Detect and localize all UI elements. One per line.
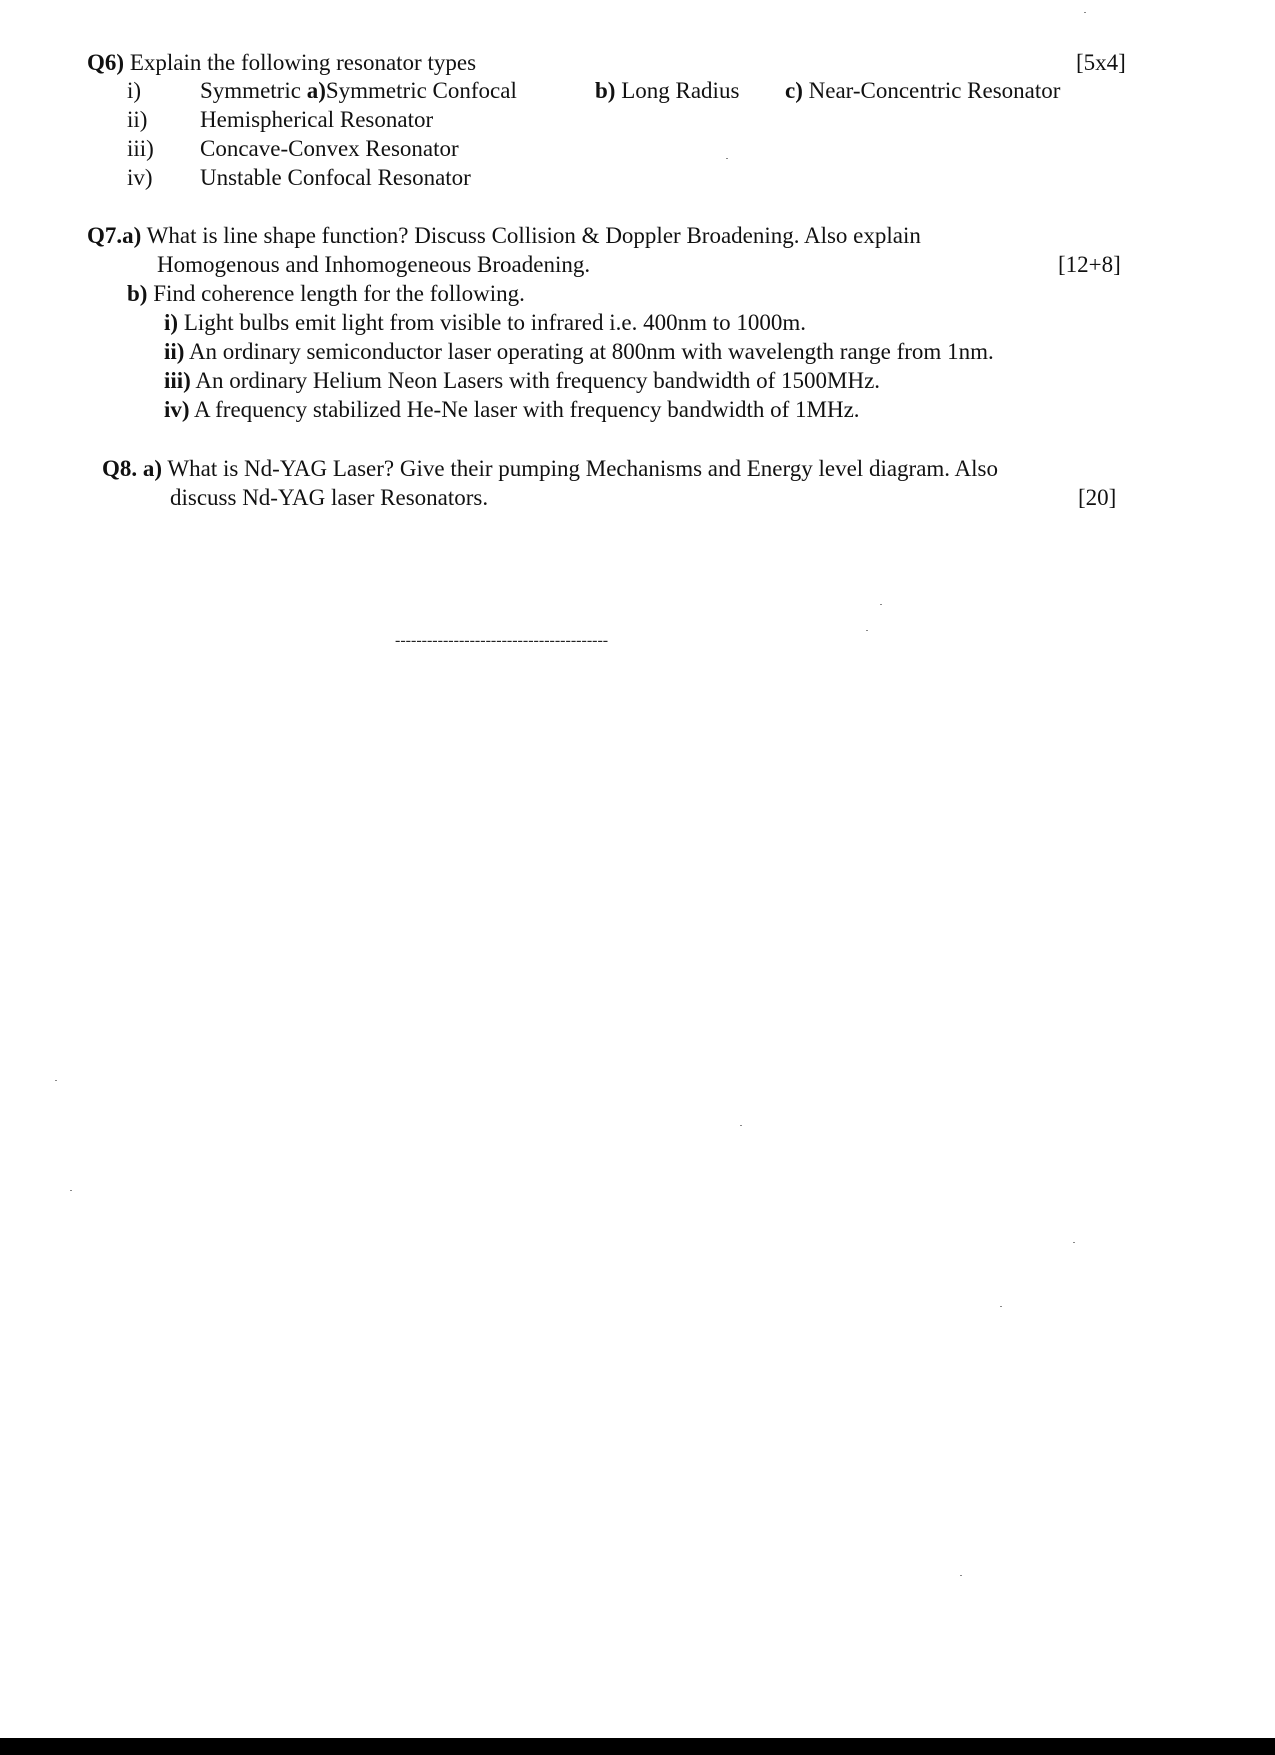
q6-text: Explain the following resonator types (129, 50, 477, 75)
q6-item-1-subb-label: b) (595, 78, 616, 103)
scan-speck (70, 1190, 72, 1191)
q7b-item-4-text: A frequency stabilized He-Ne laser with frequency bandwidth of 1MHz. (194, 397, 860, 422)
q7b-text: Find coherence length for the following. (153, 281, 525, 306)
q7b-item-2-num: ii) (164, 339, 185, 364)
scan-bottom-border (0, 1738, 1275, 1755)
q7a-line-1 (87, 222, 921, 250)
q6-item-2-num: ii) (127, 107, 148, 132)
q7b-item-4-num: iv) (164, 397, 190, 422)
q7b-item-1-text: Light bulbs emit light from visible to infrared i.e. 400nm to 1000m. (183, 310, 807, 335)
q6-label: Q6) (87, 50, 125, 75)
q8-label: Q8. a) (102, 456, 163, 481)
q8-marks: [20] (1078, 485, 1117, 510)
q7a-label: Q7.a) (87, 223, 142, 248)
q6-item-1-suba-text: Symmetric Confocal (325, 78, 517, 103)
scan-speck (55, 1080, 57, 1081)
q6-item-4-num: iv) (127, 165, 153, 190)
scan-speck (866, 630, 868, 631)
q8-text-line-2: discuss Nd-YAG laser Resonators. (170, 485, 489, 510)
q7b-item-3-num: iii) (164, 368, 191, 393)
q6-item-1 (200, 77, 517, 105)
scan-speck (1084, 12, 1086, 13)
q7b-label: b) (127, 281, 148, 306)
q6-item-1-suba-label: a) (306, 78, 326, 103)
q6-item-4-text: Unstable Confocal Resonator (200, 165, 471, 190)
q7b-item-1-num: i) (164, 310, 179, 335)
scan-speck (740, 1125, 742, 1126)
q6-item-1-text: Symmetric (200, 78, 301, 103)
scan-speck (880, 604, 882, 605)
q6-item-1-subc-text: Near-Concentric Resonator (808, 78, 1061, 103)
q6-item-1-subb (595, 77, 739, 105)
scan-speck (1000, 1306, 1002, 1307)
q7b-item-3 (164, 367, 880, 395)
q6-item-3-text: Concave-Convex Resonator (200, 136, 459, 161)
q6-marks: [5x4] (1076, 50, 1126, 75)
q7b-item-1 (164, 309, 806, 337)
q7-marks: [12+8] (1058, 252, 1121, 277)
scan-speck (726, 158, 728, 159)
q8-text-line-1: What is Nd-YAG Laser? Give their pumping Mechanisms and Energy level diagram. Also (167, 456, 998, 481)
scan-speck (960, 1575, 962, 1576)
q7b-heading (127, 280, 525, 308)
q6-item-1-subb-text: Long Radius (621, 78, 740, 103)
q6-heading (87, 49, 476, 77)
q7a-text-line-2: Homogenous and Inhomogeneous Broadening. (157, 252, 591, 277)
q6-item-1-subc (785, 77, 1060, 105)
q8-line-1 (102, 455, 998, 483)
end-divider: ---------------------------------------- (395, 632, 609, 649)
q7b-item-2-text: An ordinary semiconductor laser operating at 800nm with wavelength range from 1nm. (188, 339, 994, 364)
q6-item-2-text: Hemispherical Resonator (200, 107, 434, 132)
q6-item-3-num: iii) (127, 136, 154, 161)
q7b-item-3-text: An ordinary Helium Neon Lasers with frequency bandwidth of 1500MHz. (195, 368, 881, 393)
q7b-item-4 (164, 396, 860, 424)
q7a-text-line-1: What is line shape function? Discuss Collision & Doppler Broadening. Also explain (146, 223, 921, 248)
scan-speck (1073, 1242, 1075, 1243)
q7b-item-2 (164, 338, 994, 366)
q6-item-1-subc-label: c) (785, 78, 803, 103)
q6-item-1-num: i) (127, 78, 142, 103)
